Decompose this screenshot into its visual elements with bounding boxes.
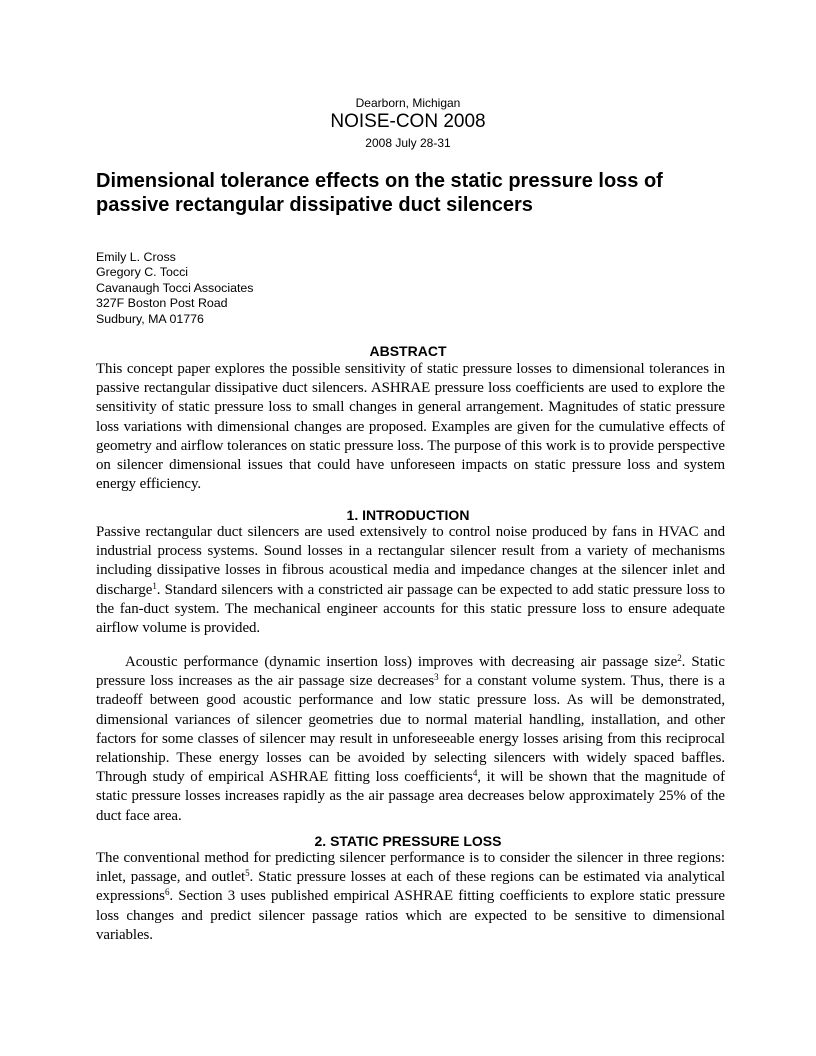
- abstract-text: This concept paper explores the possible sensitivity of static pressure losses to dimensional tolerances in passive rectangular dissipative duct silencers. ASHRAE pressure loss coefficients are used to explore the sensitivity of static pressure loss to small changes in general arrangement. Magnitudes of static pressure loss variations with dimensional changes are proposed. Examples are given for the cumulative effects of geometry and airflow tolerances on static pressure loss. The purpose of this work is to provide perspective on silencer dimensional issues that could have unforeseen impacts on static pressure loss and system energy efficiency.: [96, 361, 725, 493]
- introduction-heading: 1. INTRODUCTION: [346, 507, 470, 523]
- text-run: Passive rectangular duct silencers are used extensively to control noise produced by fans in HVAC and industrial process systems. Sound losses in a rectangular silencer result from a variety of mechanisms including dissipative losses in fibrous acoustical media and impedance changes at the silencer inlet and discharge: [96, 524, 725, 598]
- reference-marker: 1: [152, 580, 157, 591]
- text-run: . Section 3 uses published empirical ASHRAE fitting coefficients to explore static pressure loss changes and predict silencer passage ratios which are expected to be sensitive to dimensional variables.: [96, 888, 725, 943]
- text-run: . Static pressure loss increases as the air passage size decreases: [96, 654, 725, 690]
- text-run: The conventional method for predicting silencer performance is to consider the silencer in three regions: inlet, passage, and outlet: [96, 850, 725, 886]
- static-pressure-heading: 2. STATIC PRESSURE LOSS: [314, 833, 502, 849]
- address-line: 327F Boston Post Road: [96, 296, 228, 311]
- reference-marker: 3: [434, 672, 439, 683]
- abstract-heading: ABSTRACT: [369, 343, 447, 359]
- text-run: . Standard silencers with a constricted air passage can be expected to add static pressure loss to the fan-duct system. The mechanical engineer accounts for this static pressure loss to ensure adequate airflow volume is provided.: [96, 581, 725, 637]
- introduction-paragraph-1: [96, 523, 725, 638]
- reference-marker: 6: [164, 887, 170, 898]
- reference-marker: 5: [245, 868, 250, 879]
- conference-name: NOISE-CON 2008: [330, 111, 486, 132]
- conference-dates: 2008 July 28-31: [365, 136, 451, 150]
- paper-title: Dimensional tolerance effects on the static pressure loss of passive rectangular dissipative duct silencers: [96, 170, 663, 216]
- author-name: Emily L. Cross: [96, 250, 176, 264]
- reference-marker: 4: [472, 768, 478, 779]
- text-run: for a constant volume system. Thus, there is a tradeoff between good acoustic performance and low static pressure loss. As will be demonstrated, dimensional variances of silencer geometries due to normal material handling, installation, and other factors for some classes of silencer may result in unforeseeable energy losses arising from this reciprocal relationship. These energy losses can be avoided by selecting silencers with widely spaced baffles. Through study of empirical ASHRAE fitting loss coefficients: [96, 673, 725, 786]
- text-run: , it will be shown that the magnitude of static pressure losses increases rapidly as the air passage area decreases below approximately 25% of the duct face area.: [96, 769, 725, 824]
- reference-marker: 2: [677, 653, 682, 663]
- affiliation: Cavanaugh Tocci Associates: [96, 280, 254, 295]
- text-run: Acoustic performance (dynamic insertion loss) improves with decreasing air passage size: [125, 654, 678, 670]
- author-name: Gregory C. Tocci: [96, 265, 189, 280]
- address-line: Sudbury, MA 01776: [96, 311, 204, 326]
- introduction-paragraph-2: [96, 653, 725, 826]
- author-block: [96, 250, 254, 327]
- conference-location: Dearborn, Michigan: [355, 96, 461, 110]
- static-pressure-paragraph: [96, 849, 725, 945]
- text-run: . Static pressure losses at each of these regions can be estimated via analytical expressions: [96, 869, 725, 905]
